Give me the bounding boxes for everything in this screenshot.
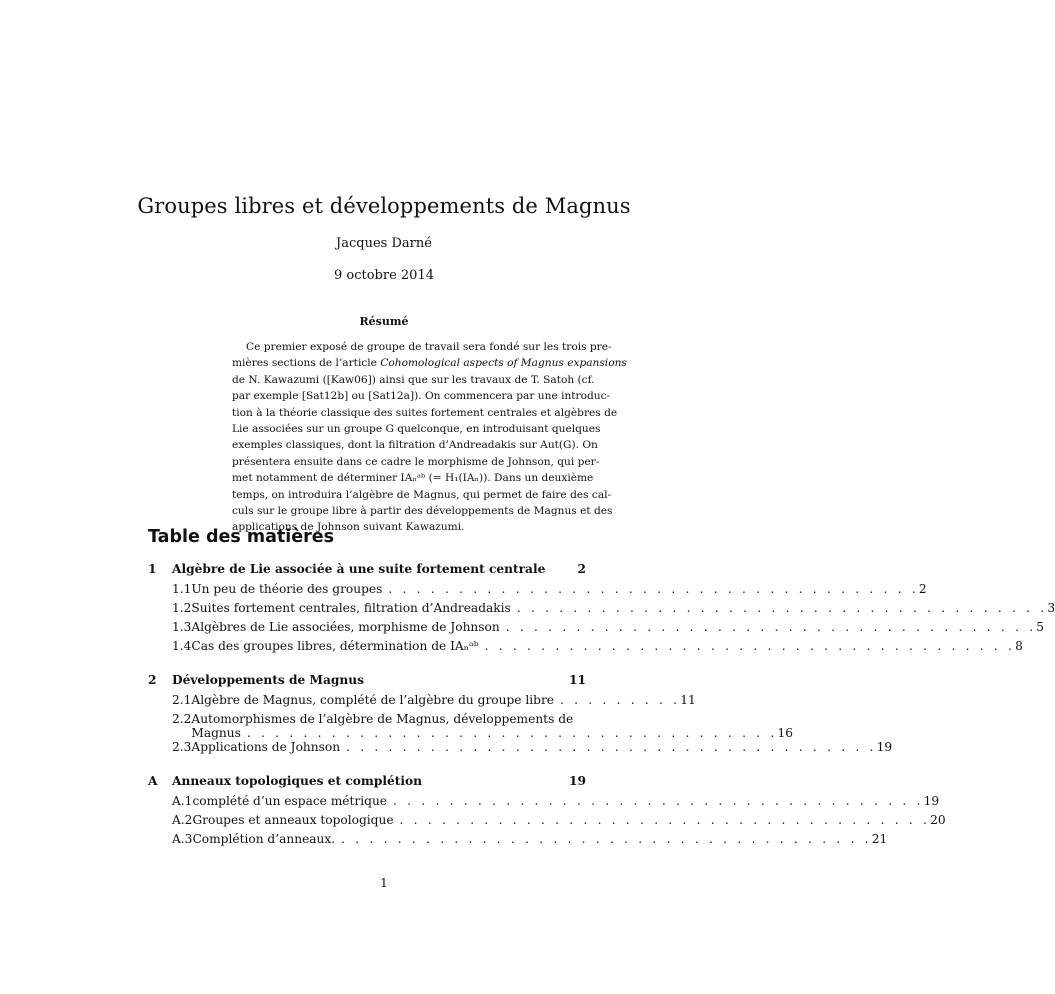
page-number: 1: [380, 876, 388, 890]
date: 9 octobre 2014: [333, 268, 434, 283]
abstract-line: par exemple [Sat12b] ou [Sat12a]). On commencera par une introduc-: [232, 390, 611, 403]
toc-subsection-entry[interactable]: 2.3 Applications de Johnson . . . . . . . . . . . . . . . . . . . . . . . . . . . . . . . . . . . . . . 19: [172, 740, 893, 754]
toc-section-entry[interactable]: 1 Algèbre de Lie associée à une suite fortement centrale 2: [148, 562, 586, 576]
toc-subsection-entry[interactable]: 2.1 Algèbre de Magnus, complété de l’algèbre du groupe libre . . . . . . . . . 11: [172, 693, 696, 707]
toc-section: [148, 774, 946, 851]
toc-subsection-entry[interactable]: 1.2 Suites fortement centrales, filtration d’Andreadakis . . . . . . . . . . . . . . . . . . . . . . . . . . . . . . . . . . . . . . 3: [172, 601, 1055, 615]
abstract-body: [232, 339, 627, 536]
abstract-line: présentera ensuite dans ce cadre le morphisme de Johnson, qui per-: [232, 455, 600, 468]
cited-title: Cohomological aspects of Magnus expansions: [380, 357, 627, 370]
abstract-line: tion à la théorie classique des suites fortement centrales et algèbres de: [232, 406, 618, 419]
paper-title: Groupes libres et développements de Magnus: [137, 194, 631, 218]
abstract-line: exemples classiques, dont la filtration d’Andreadakis sur Aut(G). On: [232, 439, 598, 452]
abstract-line: de N. Kawazumi ([Kaw06]) ainsi que sur les travaux de T. Satoh (cf.: [232, 373, 595, 386]
toc-section: [148, 673, 893, 759]
toc-subsection-entry[interactable]: 2.2 Automorphismes de l’algèbre de Magnus, développements de Magnus . . . . . . . . . . . . . . . . . . . . . . . . . . . . . . . . . . . . . . 16: [172, 712, 793, 740]
abstract-title: Résumé: [359, 315, 409, 328]
toc-subsection-entry[interactable]: A.2 Groupes et anneaux topologique . . . . . . . . . . . . . . . . . . . . . . . . . . . . . . . . . . . . . . 20: [172, 813, 946, 827]
toc-section-entry[interactable]: A Anneaux topologiques et complétion 19: [148, 774, 586, 788]
abstract-line: met notamment de déterminer IAₙᵃᵇ (= H₁(IAₙ)). Dans un deuxième: [232, 472, 594, 485]
author: Jacques Darné: [336, 236, 432, 251]
toc-subsection-entry[interactable]: A.1 complété d’un espace métrique . . . . . . . . . . . . . . . . . . . . . . . . . . . . . . . . . . . . . . 19: [172, 794, 940, 808]
abstract-line: culs sur le groupe libre à partir des développements de Magnus et des: [232, 504, 613, 517]
table-of-contents: [148, 562, 1055, 866]
abstract-line: mières sections de l’article Cohomological aspects of Magnus expansions: [232, 357, 627, 370]
toc-subsection-entry[interactable]: A.3 Complétion d’anneaux. . . . . . . . . . . . . . . . . . . . . . . . . . . . . . . . . . . . . . . 21: [172, 832, 888, 846]
abstract-line: applications de Johnson suivant Kawazumi.: [232, 521, 465, 534]
toc-subsection-entry[interactable]: 1.4 Cas des groupes libres, détermination de IAₙᵃᵇ . . . . . . . . . . . . . . . . . . . . . . . . . . . . . . . . . . . . . . 8: [172, 639, 1023, 653]
abstract-line: Lie associées sur un groupe G quelconque, en introduisant quelques: [232, 422, 601, 435]
abstract-line: Ce premier exposé de groupe de travail sera fondé sur les trois pre-: [246, 341, 612, 353]
toc-heading: Table des matières: [148, 527, 335, 547]
abstract-line: temps, on introduira l’algèbre de Magnus, qui permet de faire des cal-: [232, 488, 612, 501]
toc-subsection-entry[interactable]: 1.1 Un peu de théorie des groupes . . . . . . . . . . . . . . . . . . . . . . . . . . . . . . . . . . . . . . 2: [172, 582, 927, 596]
toc-section-entry[interactable]: 2 Développements de Magnus 11: [148, 673, 586, 687]
toc-subsection-entry[interactable]: 1.3 Algèbres de Lie associées, morphisme de Johnson . . . . . . . . . . . . . . . . . . . . . . . . . . . . . . . . . . . . . . 5: [172, 620, 1045, 634]
toc-section: [148, 562, 1055, 658]
